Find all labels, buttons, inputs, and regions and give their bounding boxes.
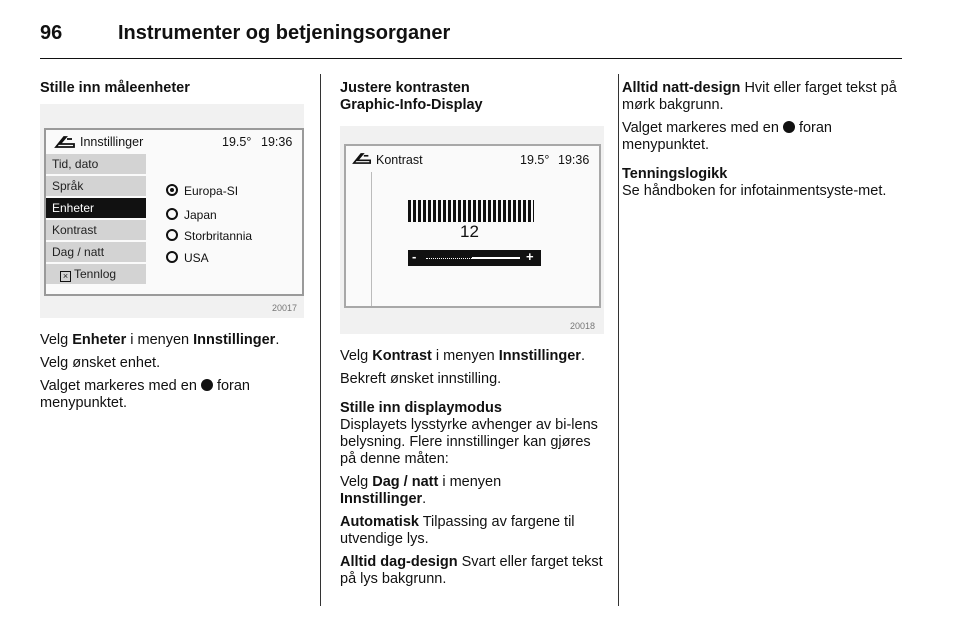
column-divider-2 [618,74,619,606]
contrast-pattern [408,200,534,222]
screen-time: 19:36 [558,153,590,167]
radio-icon [166,208,178,220]
screen-temp: 19.5° [520,153,550,167]
paragraph: Alltid dag-design Svart eller farget tekst på lys bakgrunn. [340,554,603,587]
radio-icon [166,251,178,263]
paragraph: Automatisk Tilpassing av fargene til utvendige lys. [340,514,575,547]
option-japan[interactable] [166,208,217,222]
filled-dot-icon [201,379,213,391]
menu-item-dag-natt[interactable]: Dag / natt [46,242,146,263]
menu-item-sprak[interactable]: Språk [46,176,146,197]
column-divider-1 [320,74,321,606]
paragraph: Se håndboken for infotainmentsyste-met. [622,183,887,199]
header-rule [40,58,902,59]
display-frame [344,144,601,308]
slider-track-dotted [426,258,472,259]
figure-code: 20018 [570,321,596,331]
minus-icon[interactable]: - [412,249,417,264]
section-subheading: Graphic-Info-Display [340,97,483,113]
settings-logo-icon [54,135,76,149]
section-heading: Tenningslogikk [622,166,728,182]
contrast-slider[interactable] [408,250,541,266]
menu-item-tid-dato[interactable]: Tid, dato [46,154,146,175]
option-label: Storbritannia [184,229,253,243]
column-1 [40,80,310,97]
screen-title: Kontrast [376,153,423,167]
page-header [40,12,900,56]
settings-logo-icon [352,152,372,165]
menu-item-kontrast[interactable]: Kontrast [46,220,146,241]
section-heading: Stille inn måleenheter [40,80,190,96]
display-bezel-line [346,172,372,306]
column-1-text [40,332,310,418]
radio-selected-icon [166,184,178,196]
option-usa[interactable] [166,251,209,265]
paragraph: Valget markeres med en foran menypunktet. [622,120,833,153]
column-3-text [622,80,904,206]
contrast-value: 12 [460,222,479,241]
menu-item-enheter[interactable]: Enheter [46,198,146,219]
contrast-screen-illustration [340,126,604,334]
option-label: Europa-SI [184,184,239,198]
tennlog-label: Tennlog [74,267,117,281]
page-title: Instrumenter og betjeningsorganer [118,22,451,44]
paragraph: Displayets lysstyrke avhenger av bi-lens belysning. Flere innstillinger kan gjøres på denne måten: [340,417,598,467]
screen-time: 19:36 [261,135,293,149]
plus-icon[interactable]: + [526,249,534,264]
screen-title: Innstillinger [80,135,144,149]
paragraph: Alltid natt-design Hvit eller farget tekst på mørk bakgrunn. [622,80,897,113]
slider-track [472,257,520,259]
filled-dot-icon [783,121,795,133]
screen-temp: 19.5° [222,135,252,149]
paragraph: Bekreft ønsket innstilling. [340,371,502,387]
settings-screen-illustration [40,104,304,318]
option-europa-si[interactable] [166,184,238,198]
option-storbritannia[interactable] [166,229,252,243]
option-label: Japan [184,208,217,222]
paragraph: Velg ønsket enhet. [40,355,161,371]
radio-icon [166,229,178,241]
display-header [46,130,302,154]
paragraph: Velg Kontrast i menyen Innstillinger. [340,348,585,364]
menu-item-tennlog[interactable] [46,264,146,285]
paragraph: Velg Dag / natt i menyen Innstillinger. [340,474,502,507]
section-heading: Stille inn displaymodus [340,400,502,416]
checkbox-icon: × [60,271,71,282]
paragraph: Valget markeres med en foran menypunktet. [40,378,251,411]
figure-code: 20017 [272,303,298,313]
option-label: USA [184,251,209,265]
column-2-heading [340,80,610,114]
section-heading: Justere kontrasten [340,80,470,96]
column-2-text [340,348,608,594]
paragraph: Velg Enheter i menyen Innstillinger. [40,332,280,348]
page-number: 96 [40,22,63,44]
display-frame [44,128,304,296]
